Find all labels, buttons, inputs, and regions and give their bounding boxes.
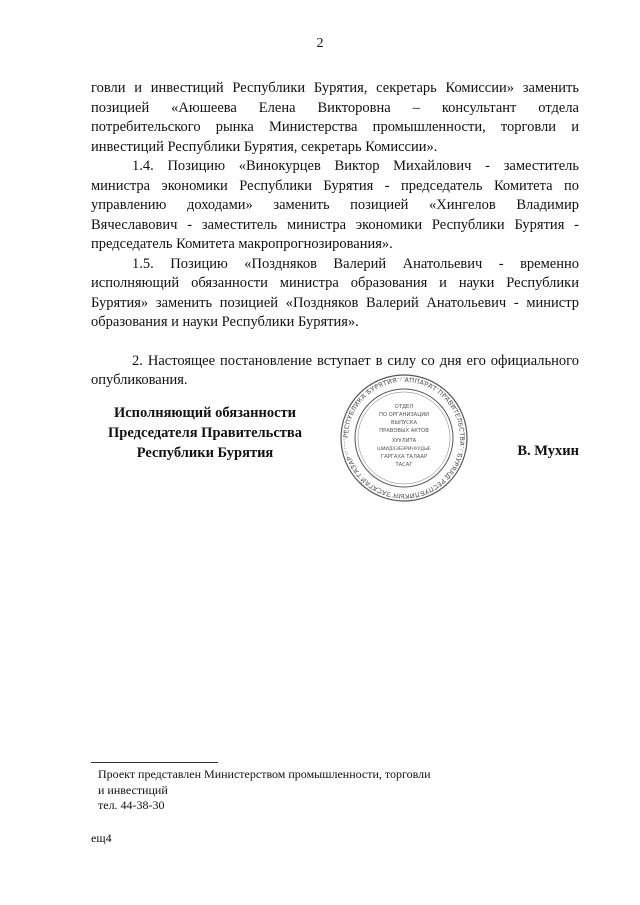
official-seal-stamp	[339, 373, 469, 503]
paragraph-item-1-4: 1.4. Позицию «Винокурцев Виктор Михайлович - заместитель министра экономики Республики Бурятия - председатель Комитета по управлению доходами» заменить позицией «Хингелов Владимир Вячеславович - заместитель министра экономики Республики Бурятия - председатель Комитета макропрогнозирования».	[91, 158, 579, 252]
seal-inner-line: ТАСАГ	[395, 462, 413, 468]
signatory-title-line: Председателя Правительства	[108, 425, 302, 441]
seal-inner-line: ХУУЛИТА	[391, 438, 417, 444]
footnote-line: и инвестиций	[98, 782, 168, 797]
seal-inner-line: ВЫПУСКА	[390, 420, 418, 426]
seal-outer-text: РЕСПУБЛИКА БУРЯТИЯ · АППАРАТ ПРАВИТЕЛЬСТВА · БУРЯАД РЕСПУБЛИКЫН ЗАСАГАЙ ГАЗАР ·	[341, 375, 467, 501]
footnote-divider	[91, 762, 218, 763]
seal-inner-line: ПО ОРГАНИЗАЦИИ	[378, 412, 430, 418]
page-number: 2	[316, 36, 324, 51]
document-code: ещ4	[91, 831, 112, 845]
footnote-line: Проект представлен Министерством промышленности, торговли	[98, 767, 431, 781]
seal-inner-line: ШИИДХЭБЭРИНУУДЫЕ	[377, 447, 431, 452]
seal-inner-line: ГАРГАХА ТАЛААР	[380, 454, 428, 460]
paragraph-continuation: говли и инвестиций Республики Бурятия, секретарь Комиссии» заменить позицией «Аюшеева Елена Викторовна – консультант отдела потребительского рынка Министерства промышленности, торговли и инвестиций Республики Бурятия, секретарь Комиссии».	[91, 80, 579, 155]
signatory-title-line: Республики Бурятия	[136, 445, 274, 461]
document-body	[91, 79, 579, 391]
paragraph-item-1-5: 1.5. Позицию «Поздняков Валерий Анатольевич - временно исполняющий обязанности министра образования и науки Республики Бурятия» заменить позицией «Поздняков Валерий Анатольевич - министр образования и науки Республики Бурятия».	[91, 255, 579, 330]
signature-block	[91, 375, 579, 501]
footnote-line: тел. 44-38-30	[98, 798, 165, 812]
paragraph-item-2: 2. Настоящее постановление вступает в силу со дня его официального опубликования.	[91, 352, 579, 388]
signatory-title-line: Исполняющий обязанности	[113, 405, 297, 421]
signatory-name: В. Мухин	[517, 443, 579, 459]
footnote	[98, 767, 498, 814]
signatory-title	[91, 403, 319, 463]
seal-inner-line: ОТДЕЛ	[394, 404, 414, 410]
seal-inner-line: ПРАВОВЫХ АКТОВ	[379, 428, 429, 434]
